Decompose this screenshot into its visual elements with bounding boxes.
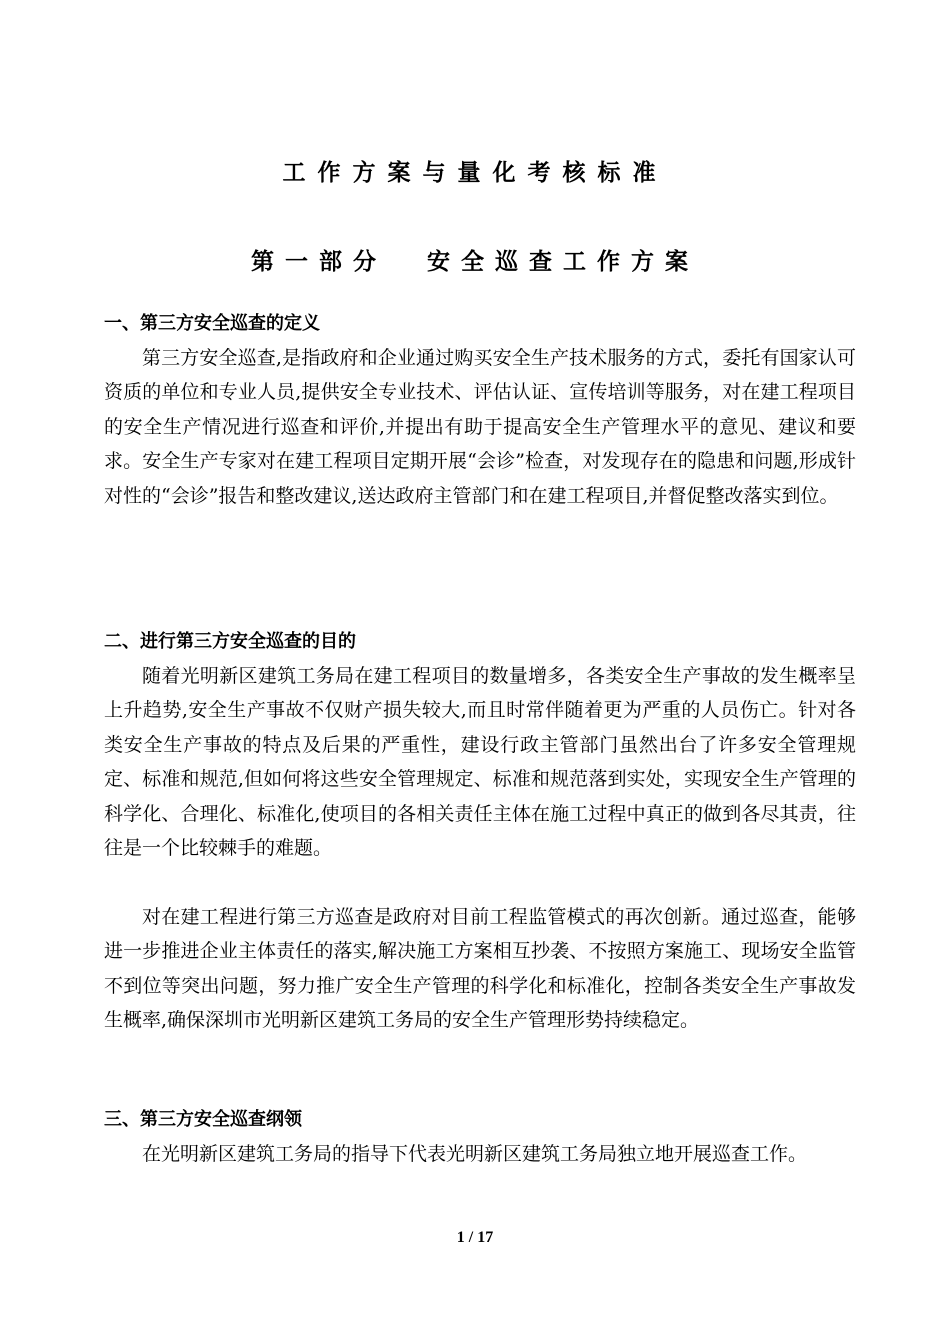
section-paragraph-purpose-2: 对在建工程进行第三方巡查是政府对目前工程监管模式的再次创新。通过巡查，能够进一步推进企业主体责任的落实,解决施工方案相互抄袭、不按照方案施工、现场安全监管不到位等突出问题，努力推广安全生产管理的科学化和标准化，控制各类安全生产事故发生概率,确保深圳市光明新区建筑工务局的安全生产管理形势持续稳定。 — [104, 906, 856, 1032]
section-paragraph-program: 在光明新区建筑工务局的指导下代表光明新区建筑工务局独立地开展巡查工作。 — [142, 1143, 808, 1165]
section-heading-definition: 一、第三方安全巡查的定义 — [104, 313, 320, 334]
part-label: 第一部分 — [251, 249, 387, 275]
section-paragraph-definition: 第三方安全巡查,是指政府和企业通过购买安全生产技术服务的方式，委托有国家认可资质的单位和专业人员,提供安全专业技术、评估认证、宣传培训等服务，对在建工程项目的安全生产情况进行巡查和评价,并提出有助于提高安全生产管理水平的意见、建议和要求。安全生产专家对在建工程项目定期开展“会诊”检查，对发现存在的隐患和问题,形成针对性的“会诊”报告和整改建议,送达政府主管部门和在建工程项目,并督促整改落实到位。 — [104, 347, 856, 507]
page-number: 1 / 17 — [456, 1229, 494, 1246]
document-title: 工作方案与量化考核标准 — [282, 160, 668, 186]
part-heading — [0, 243, 950, 276]
section-heading-purpose: 二、进行第三方安全巡查的目的 — [104, 631, 356, 652]
part-title: 安全巡查工作方案 — [427, 249, 699, 275]
section-heading-program: 三、第三方安全巡查纲领 — [104, 1109, 302, 1130]
section-paragraph-purpose-1: 随着光明新区建筑工务局在建工程项目的数量增多，各类安全生产事故的发生概率呈上升趋势,安全生产事故不仅财产损失较大,而且时常伴随着更为严重的人员伤亡。针对各类安全生产事故的特点及后果的严重性，建设行政主管部门虽然出台了许多安全管理规定、标准和规范,但如何将这些安全管理规定、标准和规范落到实处，实现安全生产管理的科学化、合理化、标准化,使项目的各相关责任主体在施工过程中真正的做到各尽其责，往往是一个比较棘手的难题。 — [104, 665, 856, 860]
